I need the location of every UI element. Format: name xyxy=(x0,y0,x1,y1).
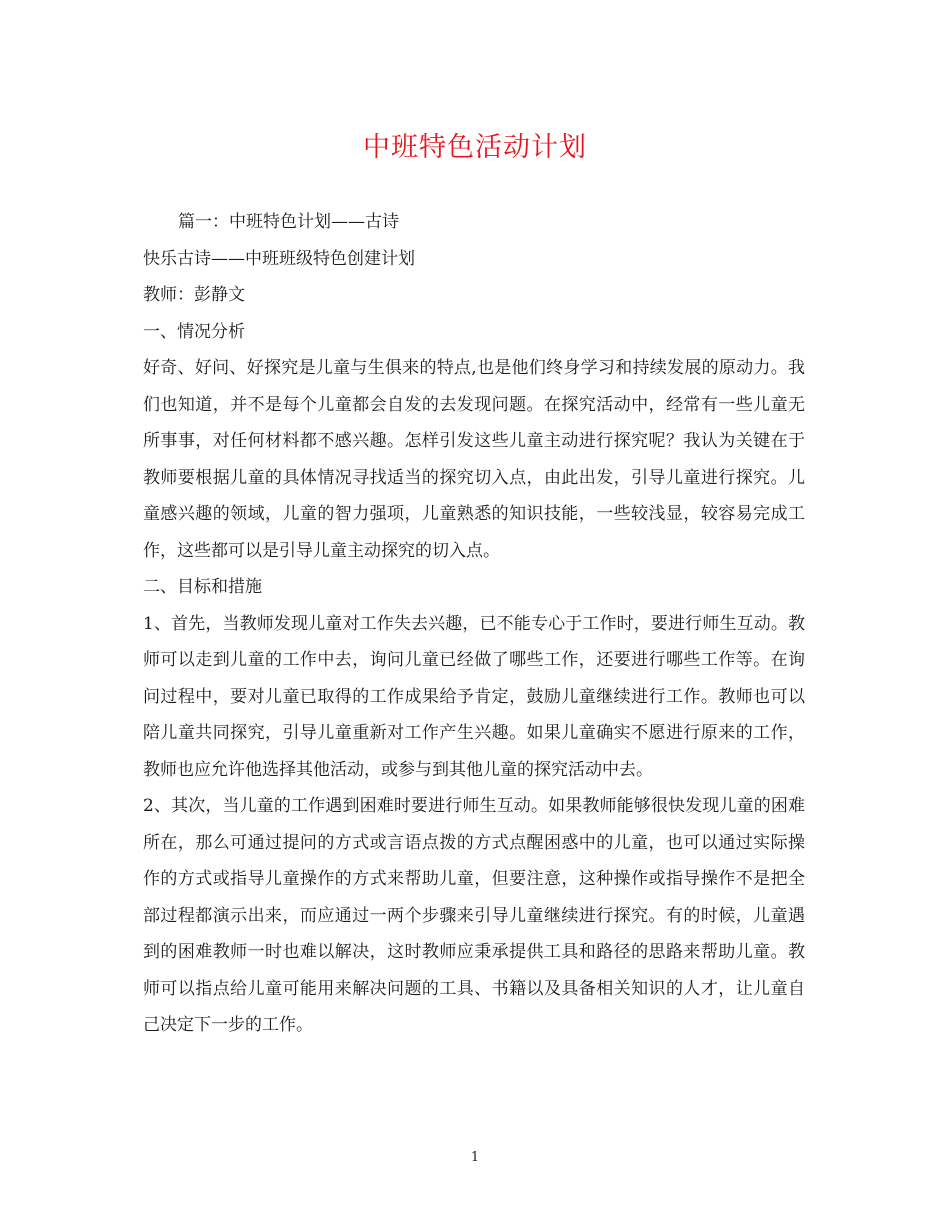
document-title: 中班特色活动计划 xyxy=(363,132,587,163)
plan-subtitle: 快乐古诗——中班班级特色创建计划 xyxy=(143,248,415,269)
heading-situation-analysis: 一、情况分析 xyxy=(143,321,245,342)
section-heading-part-one: 篇一：中班特色计划——古诗 xyxy=(178,212,399,232)
paragraph-situation-analysis: 好奇、好问、好探究是儿童与生俱来的特点,也是他们终身学习和持续发展的原动力。我们也知道，并不是每个儿童都会自发的去发现问题。在探究活动中，经常有一些儿童无所事事，对任何材料都不感兴趣。怎样引发这些儿童主动进行探究呢？我认为关键在于教师要根据儿童的具体情况寻找适当的探究切入点，由此出发，引导儿童进行探究。儿童感兴趣的领域，儿童的智力强项，儿童熟悉的知识技能，一些较浅显，较容易完成工作，这些都可以是引导儿童主动探究的切入点。 xyxy=(143,358,805,561)
heading-goals-measures: 二、目标和措施 xyxy=(143,577,262,597)
page-number: 1 xyxy=(470,1150,480,1165)
document-body xyxy=(143,204,805,1044)
teacher-line: 教师：彭静文 xyxy=(143,285,245,305)
paragraph-measure-1: 1、首先，当教师发现儿童对工作失去兴趣，已不能专心于工作时，要进行师生互动。教师可以走到儿童的工作中去，询问儿童已经做了哪些工作，还要进行哪些工作等。在询问过程中，要对儿童已取得的工作成果给予肯定，鼓励儿童继续进行工作。教师也可以陪儿童共同探究，引导儿童重新对工作产生兴趣。如果儿童确实不愿进行原来的工作，教师也应允许他选择其他活动，或参与到其他儿童的探究活动中去。 xyxy=(143,613,805,780)
paragraph-measure-2: 2、其次，当儿童的工作遇到困难时要进行师生互动。如果教师能够很快发现儿童的困难所在，那么可通过提问的方式或言语点拨的方式点醒困惑中的儿童，也可以通过实际操作的方式或指导儿童操作的方式来帮助儿童，但要注意，这种操作或指导操作不是把全部过程都演示出来，而应通过一两个步骤来引导儿童继续进行探究。有的时候，儿童遇到的困难教师一时也难以解决，这时教师应秉承提供工具和路径的思路来帮助儿童。教师可以指点给儿童可能用来解决问题的工具、书籍以及具备相关知识的人才，让儿童自己决定下一步的工作。 xyxy=(143,796,805,1035)
